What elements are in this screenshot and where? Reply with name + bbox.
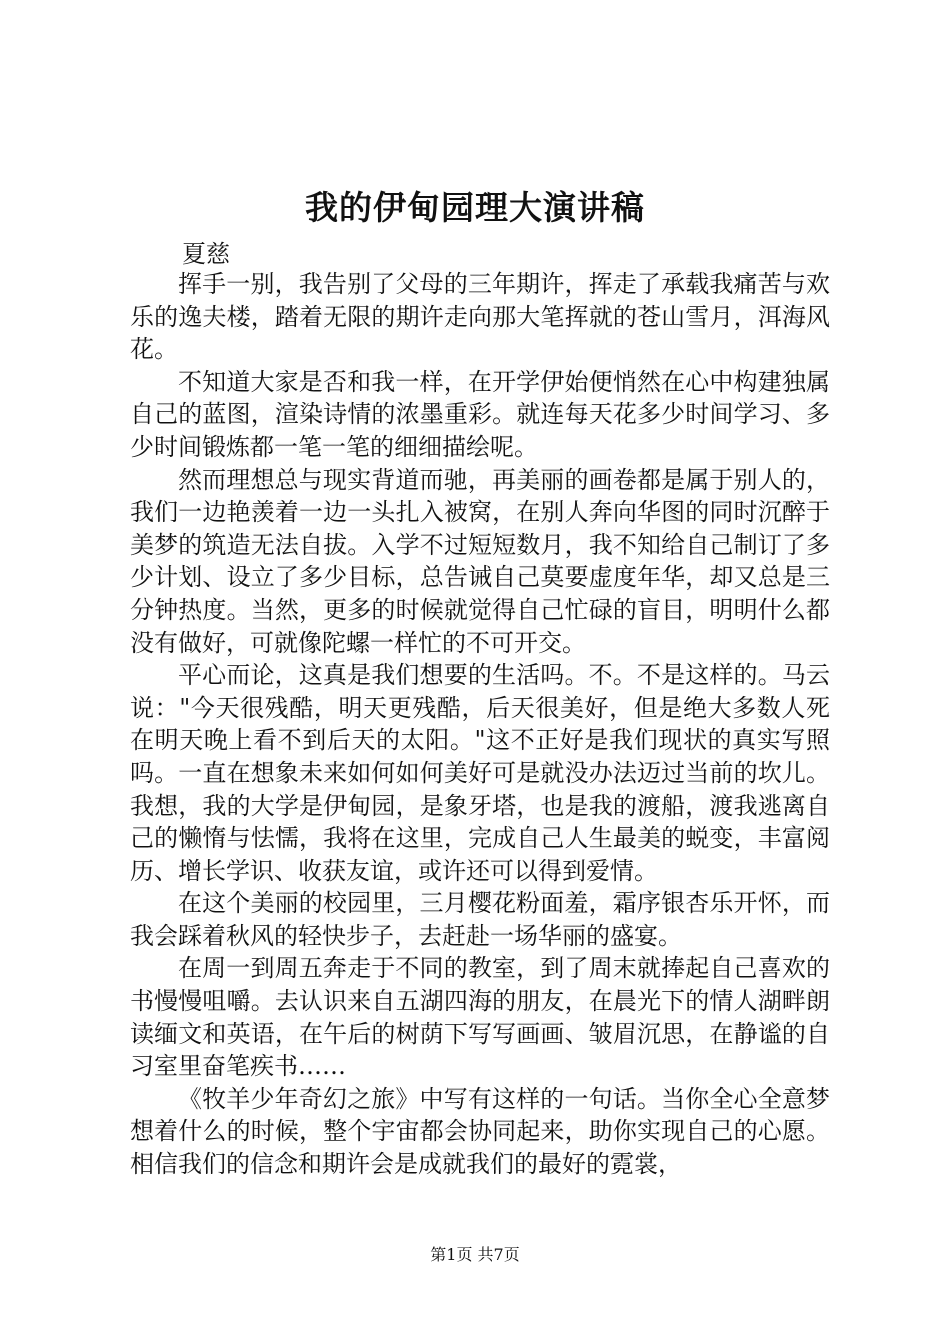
paragraph: 在周一到周五奔走于不同的教室，到了周末就捧起自己喜欢的书慢慢咀嚼。去认识来自五湖四海的朋友，在晨光下的情人湖畔朗读缅文和英语，在午后的树荫下写写画画、皱眉沉思，在静谧的自习室里奋笔疾书…… (130, 954, 830, 1081)
paragraph: 然而理想总与现实背道而驰，再美丽的画卷都是属于别人的，我们一边艳羡着一边一头扎入被窝，在别人奔向华图的同时沉醉于美梦的筑造无法自拔。入学不过短短数月，我不知给自己制订了多少计划、设立了多少目标，总告诫自己莫要虚度年华，却又总是三分钟热度。当然，更多的时候就觉得自己忙碌的盲目，明明什么都没有做好，可就像陀螺一样忙的不可开交。 (130, 465, 830, 657)
document-title: 我的伊甸园理大演讲稿 (305, 188, 645, 227)
paragraph: 挥手一别，我告别了父母的三年期许，挥走了承载我痛苦与欢乐的逸夫楼，踏着无限的期许走向那大笔挥就的苍山雪月，洱海风花。 (130, 270, 830, 364)
paragraph: 平心而论，这真是我们想要的生活吗。不。不是这样的。马云说："今天很残酷，明天更残酷，后天很美好，但是绝大多数人死在明天晚上看不到后天的太阳。"这不正好是我们现状的真实写照吗。一直在想象未来如何如何美好可是就没办法迈过当前的坎儿。我想，我的大学是伊甸园，是象牙塔，也是我的渡船，渡我逃离自己的懒惰与怯懦，我将在这里，完成自己人生最美的蜕变，丰富阅历、增长学识、收获友谊，或许还可以得到爱情。 (130, 661, 830, 885)
paragraph: 不知道大家是否和我一样，在开学伊始便悄然在心中构建独属自己的蓝图，渲染诗情的浓墨重彩。就连每天花多少时间学习、多少时间锻炼都一笔一笔的细细描绘呢。 (130, 367, 830, 461)
author-name: 夏慈 (182, 240, 230, 268)
paragraph: 《牧羊少年奇幻之旅》中写有这样的一句话。当你全心全意梦想着什么的时候，整个宇宙都会协同起来，助你实现自己的心愿。相信我们的信念和期许会是成就我们的最好的霓裳， (130, 1084, 830, 1179)
document-body (130, 268, 830, 1181)
page-footer: 第1页 共7页 (430, 1245, 520, 1264)
paragraph: 在这个美丽的校园里，三月樱花粉面羞，霜序银杏乐开怀，而我会踩着秋风的轻快步子，去赶赴一场华丽的盛宴。 (130, 889, 830, 950)
